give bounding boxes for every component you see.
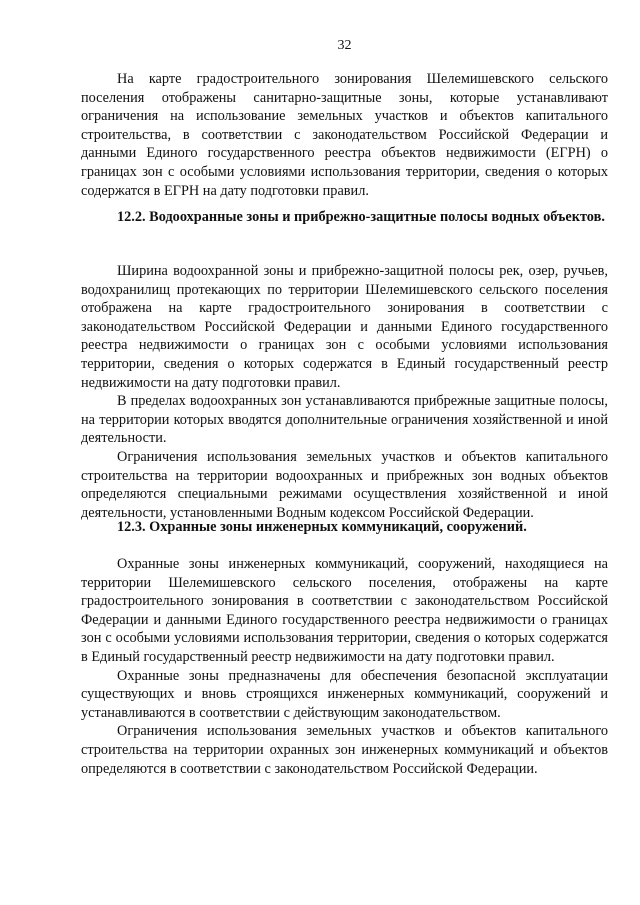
section-12-2-paragraph-2: В пределах водоохранных зон устанавливаются прибрежные защитные полосы, на территории которых вводятся дополнительные ограничения хозяйственной и иной деятельности. — [81, 393, 608, 447]
page-number: 32 — [337, 38, 352, 53]
section-12-3 — [81, 518, 608, 537]
section-12-2-paragraph-3: Ограничения использования земельных участков и объектов капитального строительства на территории водоохранных и прибрежных зон водных объектов определяются специальными режимами осуществления хозяйственной и иной деятельности, установленными Водным кодексом Российской Федерации. — [81, 448, 608, 521]
intro-section — [81, 70, 608, 200]
section-12-2 — [81, 208, 608, 227]
section-12-3-heading: 12.3. Охранные зоны инженерных коммуникаций, сооружений. — [117, 519, 527, 535]
section-12-3-body — [81, 555, 608, 778]
intro-paragraph: На карте градостроительного зонирования Шелемишевского сельского поселения отображены санитарно-защитные зоны, которые устанавливают ограничения на использование земельных участков и объектов капитального строительства, в соответствии с законодательством Российской Федерации и данными Единого государственного реестра объектов недвижимости (ЕГРН) о границах зон с особыми условиями использования территории, сведения о которых содержатся в ЕГРН на дату подготовки правил. — [81, 71, 608, 199]
section-12-2-body — [81, 262, 608, 522]
section-12-3-paragraph-3: Ограничения использования земельных участков и объектов капитального строительства на территории охранных зон инженерных коммуникаций и объектов определяются в соответствии с законодательством Российской Федерации. — [81, 723, 608, 777]
section-12-3-paragraph-2: Охранные зоны предназначены для обеспечения безопасной эксплуатации существующих и вновь строящихся инженерных коммуникаций, сооружений и устанавливаются в соответствии с действующим законодательством. — [81, 667, 608, 721]
section-12-3-paragraph-1: Охранные зоны инженерных коммуникаций, сооружений, находящиеся на территории Шелемишевского сельского поселения, отображены на карте градостроительного зонирования в соответствии с законодательством Российской Федерации и данными Единого государственного реестра недвижимости о границах зон с особыми условиями использования территории, сведения о которых содержатся в Единый государственный реестр недвижимости на дату подготовки правил. — [81, 556, 608, 665]
section-12-2-heading: 12.2. Водоохранные зоны и прибрежно-защитные полосы водных объектов. — [117, 209, 605, 225]
section-12-2-paragraph-1: Ширина водоохранной зоны и прибрежно-защитной полосы рек, озер, ручьев, водохранилищ протекающих по территории Шелемишевского сельского поселения отображена на карте градостроительного зонирования в соответствии с законодательством Российской Федерации и данными Единого государственного реестра недвижимости о границах зон с особыми условиями использования территории, сведения о которых содержатся в Единый государственный реестр недвижимости на дату подготовки правил. — [81, 263, 608, 391]
